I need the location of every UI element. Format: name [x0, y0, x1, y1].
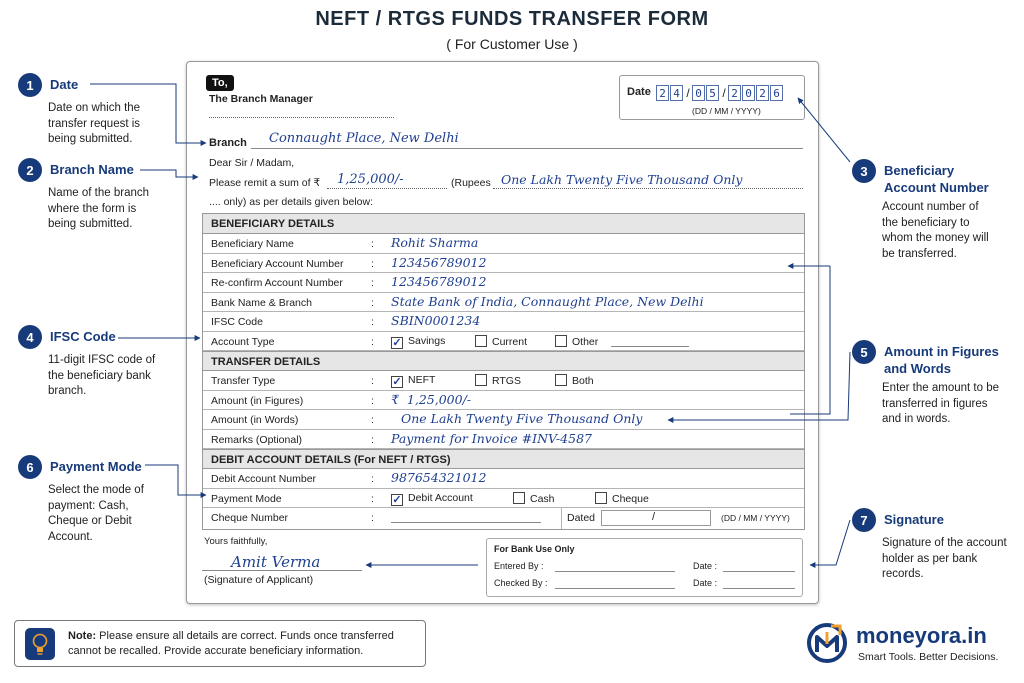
date-separator: /: [652, 511, 656, 523]
row-label: Transfer Type: [211, 375, 276, 387]
table-row: [203, 489, 804, 509]
callout-description: Signature of the account holder as per bank records.: [882, 537, 1007, 580]
row-label: Cheque Number: [211, 512, 289, 524]
transfer-type-rtgs[interactable]: [475, 374, 521, 387]
checkbox-checked-icon: ✓: [392, 376, 402, 388]
divider: [561, 508, 562, 529]
table-row: [203, 234, 804, 254]
date-digit: 0: [742, 85, 755, 101]
option-label: Savings: [408, 334, 446, 347]
date-label-1: Date :: [693, 561, 718, 571]
transfer-type-both[interactable]: [555, 374, 594, 387]
row-colon: :: [371, 375, 374, 387]
row-colon: :: [371, 394, 374, 407]
account-type-savings[interactable]: [391, 335, 445, 349]
checkbox-icon: [595, 492, 607, 504]
callout-title: IFSC Code: [50, 329, 116, 344]
dated-format-hint: (DD / MM / YYYY): [721, 513, 790, 523]
transfer-type-neft[interactable]: [391, 374, 435, 388]
brand-block: [806, 620, 1016, 670]
callout-ifsc-code: [18, 325, 158, 400]
table-row: [203, 293, 804, 313]
date-digit: 2: [656, 85, 669, 101]
row-colon: :: [371, 316, 374, 328]
remit-suffix: .... only) as per details given below:: [209, 196, 374, 208]
table-row: [203, 508, 804, 529]
row-label: Payment Mode: [211, 492, 282, 505]
option-label: Cheque: [612, 492, 649, 505]
row-colon: :: [371, 433, 374, 446]
row-colon: :: [371, 335, 374, 348]
signature-value[interactable]: Amit Verma: [231, 553, 321, 571]
entered-by-label: Entered By :: [494, 561, 544, 571]
row-label: Amount (in Figures): [211, 394, 304, 407]
callout-description: Date on which the transfer request is being submitted.: [48, 102, 141, 145]
callout-description: Enter the amount to be transferred in figures and in words.: [882, 382, 999, 425]
row-label: Re-confirm Account Number: [211, 277, 343, 289]
callout-title: Date: [50, 77, 79, 92]
row-colon: :: [371, 473, 374, 485]
bank-use-title: For Bank Use Only: [494, 544, 575, 554]
beneficiary-name-value[interactable]: Rohit Sharma: [391, 235, 479, 250]
callout-number: 6: [18, 455, 42, 479]
payment-mode-debit-account[interactable]: [391, 492, 473, 506]
callout-number: 7: [852, 508, 876, 532]
option-label: NEFT: [408, 374, 436, 386]
table-row: [203, 430, 804, 450]
reconfirm-account-value[interactable]: 123456789012: [391, 274, 487, 289]
closing-text: Yours faithfully,: [204, 536, 268, 547]
row-label: Account Type: [211, 335, 275, 348]
row-label: IFSC Code: [211, 316, 263, 328]
dated-field[interactable]: [601, 510, 711, 526]
callout-title: Amount in Figures and Words: [884, 344, 999, 376]
branch-line: [251, 148, 803, 149]
row-label: Beneficiary Name: [211, 238, 294, 250]
date-digit: 2: [756, 85, 769, 101]
rupees-words-line: [493, 188, 803, 189]
callout-title: Payment Mode: [50, 459, 142, 474]
debit-account-value[interactable]: 987654321012: [391, 470, 487, 485]
date-digit: 0: [692, 85, 705, 101]
address-line: [209, 117, 394, 118]
date-line-1[interactable]: [723, 571, 795, 572]
table-row: [203, 332, 804, 352]
callout-date: [18, 73, 158, 148]
callout-number: 3: [852, 159, 876, 183]
callout-beneficiary-account: [852, 159, 1012, 262]
row-colon: :: [371, 296, 374, 309]
callout-title: Branch Name: [50, 162, 134, 177]
payment-mode-cash[interactable]: [513, 492, 555, 505]
lightbulb-icon: [25, 628, 55, 660]
note-box: [14, 620, 426, 667]
callout-description: Name of the branch where the form is being submitted.: [48, 187, 150, 230]
row-colon: :: [371, 414, 374, 426]
checkbox-icon: [555, 335, 567, 347]
row-colon: :: [371, 257, 374, 270]
debit-section-header: DEBIT ACCOUNT DETAILS (For NEFT / RTGS): [203, 449, 804, 469]
table-row: [203, 273, 804, 293]
signature-caption: (Signature of Applicant): [204, 574, 314, 586]
date-separator: /: [686, 86, 690, 100]
bank-use-box: [486, 538, 803, 597]
page-subtitle: ( For Customer Use ): [446, 36, 578, 52]
transfer-form: [186, 61, 819, 604]
date-label-2: Date :: [693, 578, 718, 588]
note-text: Please ensure all details are correct. Funds once transferred cannot be recalled. Provide accurate beneficiary information.: [68, 630, 394, 657]
table-row: [203, 371, 804, 391]
salutation: Dear Sir / Madam,: [209, 157, 295, 169]
checkbox-checked-icon: ✓: [392, 336, 402, 349]
checked-by-label: Checked By :: [494, 578, 548, 588]
table-row: [203, 410, 804, 430]
rupees-label: (Rupees: [451, 177, 491, 189]
amount-words-value[interactable]: One Lakh Twenty Five Thousand Only: [401, 411, 643, 426]
amount-figures-value[interactable]: ₹ 1,25,000/-: [391, 391, 471, 407]
note-content: [68, 629, 418, 659]
entered-by-line[interactable]: [555, 571, 675, 572]
date-digit: 6: [770, 85, 783, 101]
option-label: Other: [572, 335, 599, 348]
row-label: Beneficiary Account Number: [211, 257, 344, 270]
date-digit: 5: [706, 85, 719, 101]
account-type-other[interactable]: [555, 335, 598, 348]
remit-amount[interactable]: 1,25,000/-: [337, 172, 404, 187]
callout-title: Signature: [884, 512, 944, 527]
note-label: Note:: [68, 630, 97, 642]
row-label: Bank Name & Branch: [211, 296, 312, 309]
row-label: Amount (in Words): [211, 414, 299, 426]
callout-title: Beneficiary Account Number: [884, 163, 989, 195]
option-label: RTGS: [492, 375, 521, 387]
branch-label: Branch: [209, 137, 247, 149]
date-separator: /: [722, 86, 726, 100]
account-type-current[interactable]: [475, 335, 527, 348]
callout-amount: [852, 340, 1012, 428]
checkbox-icon: [555, 374, 567, 386]
brand-tagline: Smart Tools. Better Decisions.: [858, 651, 999, 663]
remit-amount-line: [327, 188, 447, 189]
row-colon: :: [371, 492, 374, 505]
callout-number: 1: [18, 73, 42, 97]
cheque-number-line[interactable]: [391, 522, 541, 523]
bank-branch-value[interactable]: State Bank of India, Connaught Place, New Delhi: [391, 293, 704, 309]
beneficiary-account-value[interactable]: 123456789012: [391, 254, 487, 270]
addressee: The Branch Manager: [209, 93, 313, 105]
payment-mode-cheque[interactable]: [595, 492, 649, 505]
remit-prefix: Please remit a sum of ₹: [209, 177, 321, 189]
checkbox-icon: [475, 374, 487, 386]
callout-signature: [852, 508, 1017, 583]
callout-number: 5: [852, 340, 876, 364]
checkbox-checked-icon: ✓: [392, 493, 402, 506]
table-row: [203, 391, 804, 411]
table-row: [203, 312, 804, 332]
page-title: NEFT / RTGS FUNDS TRANSFER FORM: [315, 8, 709, 30]
date-format-hint: (DD / MM / YYYY): [692, 106, 761, 116]
date-digit: 4: [670, 85, 683, 101]
remarks-value[interactable]: Payment for Invoice #INV-4587: [391, 430, 592, 446]
ifsc-value[interactable]: SBIN0001234: [391, 313, 481, 328]
option-label: Cash: [530, 492, 555, 505]
date-label: Date: [627, 86, 651, 98]
row-label: Debit Account Number: [211, 473, 317, 485]
callout-payment-mode: [18, 455, 158, 545]
branch-value[interactable]: Connaught Place, New Delhi: [269, 131, 459, 146]
checkbox-icon: [475, 335, 487, 347]
moneyora-logo-icon: [806, 622, 848, 664]
other-line: [611, 346, 689, 347]
date-field[interactable]: [656, 84, 784, 102]
callout-description: Account number of the beneficiary to whom the money will be transferred.: [882, 201, 989, 260]
callout-description: 11-digit IFSC code of the beneficiary bank branch.: [48, 354, 156, 397]
option-label: Debit Account: [408, 491, 473, 504]
signature-line: [202, 570, 362, 571]
to-label: To,: [206, 75, 234, 91]
table-row: [203, 254, 804, 274]
table-row: [203, 469, 804, 489]
checkbox-icon: [513, 492, 525, 504]
brand-name: moneyora.in: [856, 623, 987, 648]
row-label: Remarks (Optional): [211, 433, 303, 446]
date-line-2[interactable]: [723, 588, 795, 589]
option-label: Current: [492, 335, 528, 348]
row-colon: :: [371, 277, 374, 289]
dated-label: Dated: [567, 512, 596, 524]
option-label: Both: [572, 375, 594, 387]
callout-description: Select the mode of payment: Cash, Cheque or Debit Account.: [48, 484, 144, 543]
callout-number: 2: [18, 158, 42, 182]
date-box: [619, 75, 805, 120]
beneficiary-section-header: BENEFICIARY DETAILS: [203, 214, 804, 234]
callout-number: 4: [18, 325, 42, 349]
callout-branch-name: [18, 158, 158, 233]
transfer-section-header: TRANSFER DETAILS: [203, 351, 804, 371]
checked-by-line[interactable]: [555, 588, 675, 589]
details-table: [202, 213, 805, 530]
rupees-words[interactable]: One Lakh Twenty Five Thousand Only: [501, 172, 743, 187]
date-digit: 2: [728, 85, 741, 101]
row-colon: :: [371, 512, 374, 524]
row-colon: :: [371, 238, 374, 250]
